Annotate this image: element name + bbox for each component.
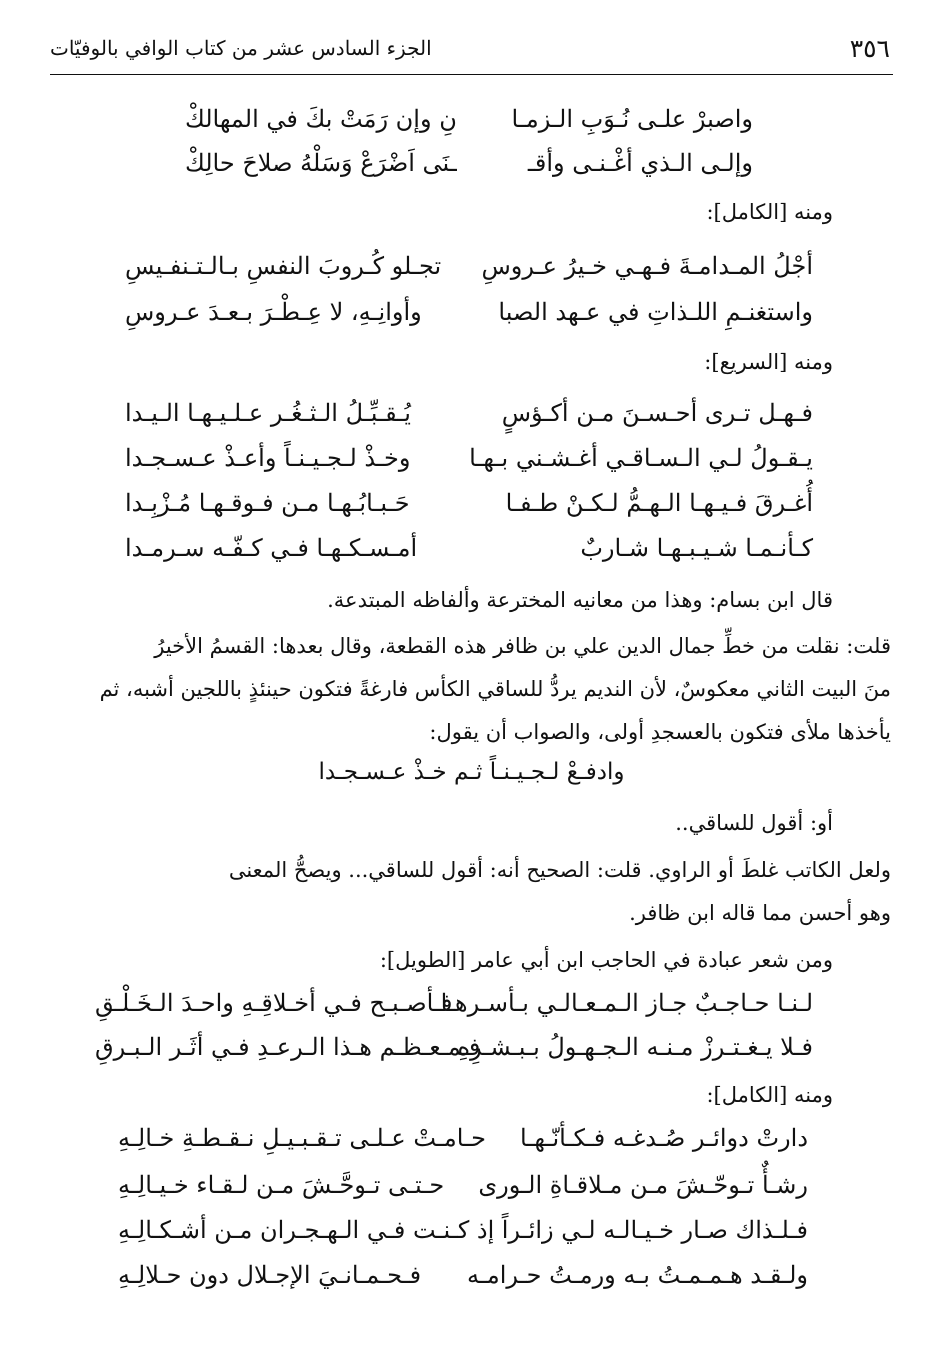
verse-second-hemistich: حَـبـابُـهـا مـن فـوقـهـا مُـزْبِـدا bbox=[125, 489, 410, 517]
verse-line bbox=[95, 983, 813, 1023]
verse-line bbox=[95, 1027, 813, 1067]
header-rule bbox=[50, 74, 893, 75]
verse-first-hemistich: واصبرْ علـى نُـوَبِ الـزمـا bbox=[511, 105, 753, 133]
verse-line bbox=[118, 1210, 808, 1250]
verse-second-hemistich: تجـلو كُـروبَ النفسِ بـالـتـنفـيسِ bbox=[125, 252, 442, 280]
verse-line bbox=[118, 1255, 808, 1295]
commentary-line: قلت: نقلت من خطِّ جمال الدين علي بن ظافر هذه القطعة، وقال بعدها: القسمُ الأخيرُ bbox=[154, 634, 891, 658]
verse-line bbox=[125, 292, 813, 332]
verse-first-hemistich: دارتْ دوائـر صُـدغـه فـكـأنّـهـا bbox=[520, 1124, 808, 1152]
verse-second-hemistich: حـامـتْ عـلـى تـقـبـيـلِ نـقـطـةِ خـالِـهِ bbox=[118, 1124, 486, 1152]
verse-second-hemistich: إذ كـنـت فـي الـهـجـران مـن أشـكـالِـهِ bbox=[118, 1216, 495, 1244]
corrected-hemistich: وادفـعْ لـجـيـنـاً ثـم خـذْ عـسـجـدا bbox=[318, 759, 625, 785]
verse-second-hemistich: فـمـعـظـم هـذا الـرعـدِ فـي أثَـر الـبـرقِ bbox=[95, 1033, 481, 1061]
verse-line bbox=[125, 483, 813, 523]
verse-line bbox=[125, 528, 813, 568]
verse-first-hemistich: رشـأٌ تـوحّـشَ مـن مـلاقـاةِ الـورى bbox=[478, 1171, 808, 1199]
verse-second-hemistich: نِ وإن رَمَتْ بكَ في المهالكْ bbox=[185, 105, 457, 133]
commentary-line: منَ البيت الثاني معكوسٌ، لأن النديم يردُّ للساقي الكأس فارغةً فتكون حينئذٍ باللجين أشبه، ثم bbox=[99, 677, 891, 701]
meter-intro: ومنه [الكامل]: bbox=[706, 200, 833, 224]
verse-first-hemistich: وإلـى الـذي أغْـنـى وأقـ bbox=[527, 149, 753, 177]
verse-line bbox=[118, 1165, 808, 1205]
running-title: الجزء السادس عشر من كتاب الوافي بالوفيّات bbox=[50, 36, 432, 60]
verse-first-hemistich: فـهـل تـرى أحـسـنَ مـن أكـؤسٍ bbox=[501, 399, 813, 427]
verse-first-hemistich: أُغـرقَ فـيـهـا الـهـمُّ لـكـنْ طـفـا bbox=[505, 489, 813, 517]
verse-first-hemistich: كـأنـمـا شـيـبـهـا شـاربٌ bbox=[580, 534, 813, 562]
page-number: ٣٥٦ bbox=[849, 34, 890, 63]
verse-line bbox=[185, 99, 753, 139]
verse-first-hemistich: فـلا يـغـتـرزْ مـنـه الـجـهـولُ بـبـشـرِهِ bbox=[457, 1033, 813, 1061]
verse-first-hemistich: فـلـذاك صـار خـيـالـه لـي زائـراً bbox=[501, 1216, 808, 1244]
page-header bbox=[50, 30, 890, 70]
verse-second-hemistich: حـتـى تـوحَّـشَ مـن لـقـاء خـيـالِـهِ bbox=[118, 1171, 445, 1199]
meter-intro: ومنه [الكامل]: bbox=[706, 1083, 833, 1107]
verse-line bbox=[125, 393, 813, 433]
verse-first-hemistich: يـقـولُ لـي الـسـاقـي أغـشـني بـهـا bbox=[469, 444, 813, 472]
verse-line bbox=[125, 246, 813, 286]
verse-first-hemistich: لـنـا حـاجـبٌ جـاز الـمـعـالـي بـأسـرهـا bbox=[440, 989, 813, 1017]
verse-line bbox=[185, 143, 753, 183]
commentary-line: يأخذها ملأى فتكون بالعسجدِ أولى، والصواب أن يقول: bbox=[429, 720, 891, 744]
verse-first-hemistich: ولـقـد هـمـمـتُ بـه ورمـتُ حـرامـه bbox=[466, 1261, 808, 1289]
verse-first-hemistich: واستغنـمِ اللـذاتِ في عـهد الصبا bbox=[498, 298, 813, 326]
verse-second-hemistich: فـحـمـانـيَ الإجـلال دون حـلالِـهِ bbox=[118, 1261, 422, 1289]
verse-second-hemistich: وخـذْ لـجـيـنـاً وأعـذْ عـسـجـدا bbox=[125, 444, 411, 472]
alternative-reading: أو: أقول للساقي.. bbox=[675, 811, 833, 835]
scribe-note-line: ولعل الكاتب غلطَ أو الراوي. قلت: الصحيح أنه: أقول للساقي... ويصحُّ المعنى bbox=[228, 858, 891, 882]
verse-line bbox=[125, 438, 813, 478]
verse-second-hemistich: فـأصـبـح فـي أخـلاقِـهِ واحـدَ الـخَـلْـقِ bbox=[95, 989, 453, 1017]
meter-intro: ومنه [السريع]: bbox=[704, 350, 833, 374]
meter-intro: ومن شعر عبادة في الحاجب ابن أبي عامر [الطويل]: bbox=[379, 948, 833, 972]
verse-line bbox=[118, 1118, 808, 1158]
verse-second-hemistich: وأوانِـهِ، لا عِـطْـرَ بـعـدَ عـروسِ bbox=[125, 298, 422, 326]
verse-second-hemistich: أمـسـكـهـا فـي كـفّـه سـرمـدا bbox=[125, 534, 418, 562]
verse-second-hemistich: ـنَى اَضْرَعْ وَسَلْهُ صلاحَ حالِكْ bbox=[185, 149, 457, 177]
scribe-note-line: وهو أحسن مما قاله ابن ظافر. bbox=[629, 901, 891, 925]
verse-first-hemistich: أجْلُ المـدامـةَ فـهـي خـيرُ عـروسِ bbox=[481, 252, 813, 280]
verse-second-hemistich: يُـقـبِّـلُ الـثـغُـر عـلـيـهـا الـيـدا bbox=[125, 399, 411, 427]
ibn-bassam-remark: قال ابن بسام: وهذا من معانيه المخترعة وألفاظه المبتدعة. bbox=[327, 588, 833, 612]
